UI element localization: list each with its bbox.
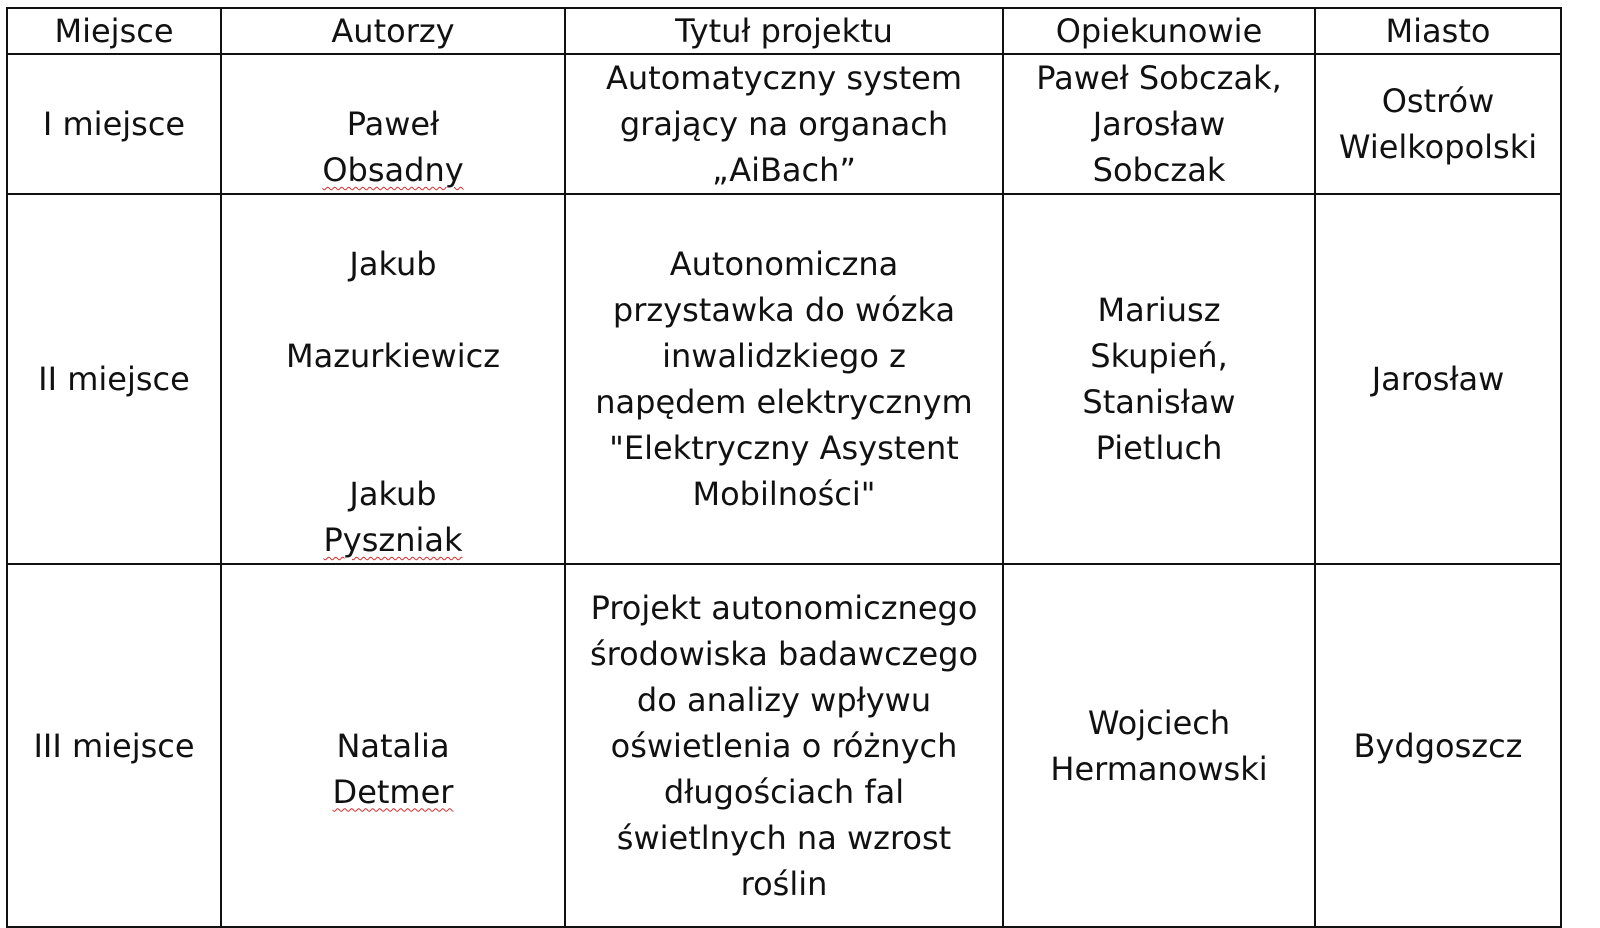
city-cell: Jarosław — [1315, 194, 1561, 564]
author-first-name: Paweł — [346, 105, 440, 143]
place-cell: II miejsce — [7, 194, 221, 564]
header-cell-title: Tytuł projektu — [565, 8, 1003, 54]
table-row — [7, 194, 1561, 564]
place-cell: III miejsce — [7, 564, 221, 927]
title-cell: Projekt autonomicznego środowiska badawczego do analizy wpływu oświetlenia o różnych długościach fal świetlnych na wzrost roślin — [565, 564, 1003, 927]
author-first-name: Jakub — [349, 475, 437, 513]
header-cell-city: Miasto — [1315, 8, 1561, 54]
header-cell-place: Miejsce — [7, 8, 221, 54]
supervisors-cell: Mariusz Skupień, Stanisław Pietluch — [1003, 194, 1315, 564]
title-cell: Automatyczny system grający na organach „AiBach” — [565, 54, 1003, 194]
authors-cell — [221, 564, 565, 927]
header-row — [7, 8, 1561, 54]
author-last-name: Pyszniak — [323, 521, 463, 559]
author-first-name: Natalia — [336, 726, 450, 765]
title-cell: Autonomiczna przystawka do wózka inwalidzkiego z napędem elektrycznym "Elektryczny Asystent Mobilności" — [565, 194, 1003, 564]
table-row — [7, 564, 1561, 927]
author-last-name: Obsadny — [322, 151, 464, 189]
header-cell-supervisors: Opiekunowie — [1003, 8, 1315, 54]
header-cell-authors: Autorzy — [221, 8, 565, 54]
supervisors-cell: Wojciech Hermanowski — [1003, 564, 1315, 927]
results-table — [6, 7, 1562, 928]
authors-cell — [221, 54, 565, 194]
city-cell: Ostrów Wielkopolski — [1315, 54, 1561, 194]
table-row — [7, 54, 1561, 194]
author-last-name: Detmer — [332, 772, 454, 811]
city-cell: Bydgoszcz — [1315, 564, 1561, 927]
author-last-name: Mazurkiewicz — [285, 337, 500, 375]
place-cell: I miejsce — [7, 54, 221, 194]
author-spacer — [228, 379, 558, 425]
author-first-name: Jakub — [349, 245, 437, 283]
authors-cell — [221, 194, 565, 564]
supervisors-cell: Paweł Sobczak, Jarosław Sobczak — [1003, 54, 1315, 194]
